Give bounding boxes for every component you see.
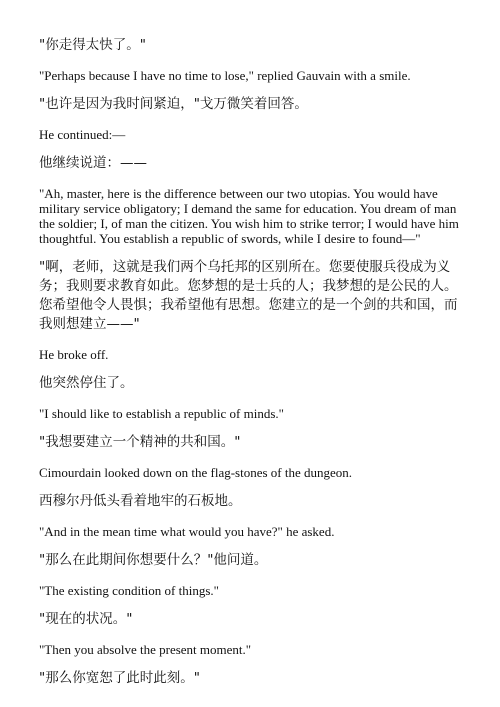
paragraph-zh: 西穆尔丹低头看着地牢的石板地。 — [39, 493, 242, 509]
paragraph-en: He continued:— — [39, 127, 126, 142]
paragraph-zh: 他继续说道：—— — [39, 155, 147, 171]
paragraph-zh: "那么你宽恕了此时此刻。" — [39, 670, 200, 686]
paragraph-en: "The existing condition of things." — [39, 583, 219, 598]
paragraph-en: "Then you absolve the present moment." — [39, 642, 252, 657]
paragraph-zh: "也许是因为我时间紧迫，"戈万微笑着回答。 — [39, 96, 308, 112]
paragraph-zh: "我想要建立一个精神的共和国。" — [39, 434, 241, 450]
paragraph-en: Cimourdain looked down on the flag-stones of the dungeon. — [39, 465, 353, 480]
paragraph-en: "I should like to establish a republic of minds." — [39, 406, 284, 421]
paragraph-zh: "你走得太快了。" — [39, 37, 146, 53]
paragraph-en: He broke off. — [39, 347, 109, 362]
paragraph-en: "And in the mean time what would you have?" he asked. — [39, 524, 335, 539]
paragraph-zh: "那么在此期间你想要什么？"他问道。 — [39, 552, 268, 568]
paragraph-zh: 他突然停住了。 — [39, 375, 134, 391]
paragraph-en: "Ah, master, here is the difference between our two utopias. You would have military service obligatory; I demand the same for education. You dream of man the soldier; I, of man the citizen. You wish him to strike terror; I would have him thoughtful. You establish a republic of swords, while I desire to found—" — [39, 186, 459, 246]
paragraph-zh: "现在的状况。" — [39, 611, 133, 627]
document-page — [39, 36, 463, 688]
paragraph-zh: "啊，老师，这就是我们两个乌托邦的区别所在。您要使服兵役成为义务；我则要求教育如此。您梦想的是士兵的人；我梦想的是公民的人。您希望他令人畏惧；我希望他有思想。您建立的是一个剑的共和国，而我则想建立——" — [39, 259, 458, 332]
paragraph-en: "Perhaps because I have no time to lose," replied Gauvain with a smile. — [39, 68, 411, 83]
